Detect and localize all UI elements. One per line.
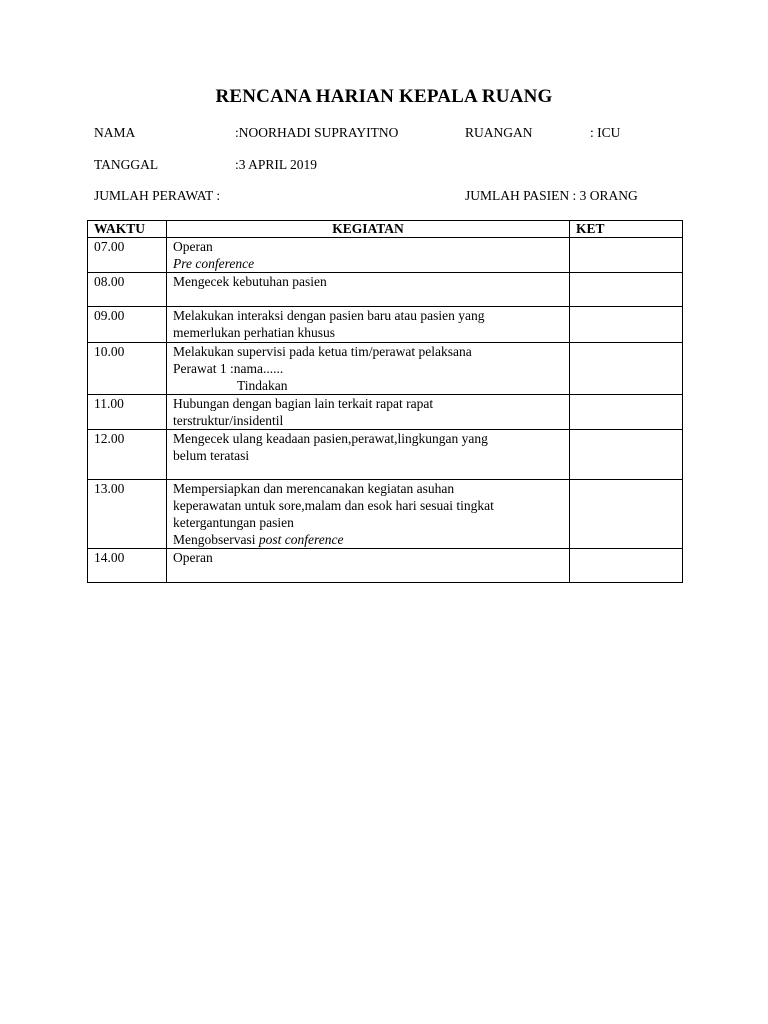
time-cell: 12.00 xyxy=(88,430,167,480)
ket-cell xyxy=(570,480,683,549)
activity-line: Perawat 1 :nama...... xyxy=(173,361,284,376)
table-row xyxy=(88,430,683,480)
ket-cell xyxy=(570,430,683,480)
nama-label: NAMA xyxy=(94,125,136,140)
header-waktu: WAKTU xyxy=(88,221,167,238)
ruangan-label: RUANGAN xyxy=(465,125,533,140)
activity-line: Pre conference xyxy=(173,256,255,271)
table-row xyxy=(88,307,683,343)
activity-cell xyxy=(167,273,570,307)
activity-line: keperawatan untuk sore,malam dan esok hari sesuai tingkat xyxy=(173,498,494,513)
activity-cell xyxy=(167,343,570,395)
ket-cell xyxy=(570,273,683,307)
activity-cell xyxy=(167,238,570,273)
activity-cell xyxy=(167,395,570,430)
observe-prefix: Mengobservasi xyxy=(173,532,259,547)
activity-cell xyxy=(167,480,570,549)
observe-italic: post conference xyxy=(258,532,344,547)
table-row xyxy=(88,343,683,395)
ruangan-value: : ICU xyxy=(590,125,621,140)
activity-line: Mengecek ulang keadaan pasien,perawat,lingkungan yang xyxy=(173,431,488,446)
table-row xyxy=(88,238,683,273)
activity-line: Mempersiapkan dan merencanakan kegiatan asuhan xyxy=(173,481,455,496)
jumlah-pasien: JUMLAH PASIEN : 3 ORANG xyxy=(465,188,638,203)
ket-cell xyxy=(570,238,683,273)
time-cell: 10.00 xyxy=(88,343,167,395)
time-cell: 07.00 xyxy=(88,238,167,273)
nama-value: :NOORHADI SUPRAYITNO xyxy=(235,125,399,140)
activity-line: Hubungan dengan bagian lain terkait rapat rapat xyxy=(173,396,434,411)
activity-line xyxy=(173,531,563,548)
time-cell: 09.00 xyxy=(88,307,167,343)
activity-line: belum teratasi xyxy=(173,448,250,463)
activity-line: Mengecek kebutuhan pasien xyxy=(173,274,327,289)
table-row xyxy=(88,549,683,583)
ket-cell xyxy=(570,549,683,583)
table-header-row xyxy=(88,221,683,238)
ket-cell xyxy=(570,343,683,395)
table-row xyxy=(88,480,683,549)
schedule-table xyxy=(87,220,683,583)
header-kegiatan: KEGIATAN xyxy=(167,221,570,238)
time-cell: 11.00 xyxy=(88,395,167,430)
activity-cell xyxy=(167,549,570,583)
activity-line: Tindakan xyxy=(237,378,288,393)
table-row xyxy=(88,395,683,430)
activity-line: Melakukan supervisi pada ketua tim/perawat pelaksana xyxy=(173,344,472,359)
time-cell: 14.00 xyxy=(88,549,167,583)
tanggal-value: :3 APRIL 2019 xyxy=(235,157,318,172)
tanggal-label: TANGGAL xyxy=(94,157,159,172)
activity-line: ketergantungan pasien xyxy=(173,515,294,530)
ket-cell xyxy=(570,395,683,430)
activity-cell xyxy=(167,430,570,480)
jumlah-perawat: JUMLAH PERAWAT : xyxy=(94,188,221,203)
time-cell: 08.00 xyxy=(88,273,167,307)
activity-cell xyxy=(167,307,570,343)
document-title: RENCANA HARIAN KEPALA RUANG xyxy=(215,86,553,107)
activity-line: Operan xyxy=(173,550,213,565)
table-row xyxy=(88,273,683,307)
time-cell: 13.00 xyxy=(88,480,167,549)
header-ket: KET xyxy=(570,221,683,238)
activity-line: terstruktur/insidentil xyxy=(173,413,284,428)
activity-line: memerlukan perhatian khusus xyxy=(173,325,335,340)
ket-cell xyxy=(570,307,683,343)
activity-line: Melakukan interaksi dengan pasien baru atau pasien yang xyxy=(173,308,485,323)
activity-line: Operan xyxy=(173,239,213,254)
